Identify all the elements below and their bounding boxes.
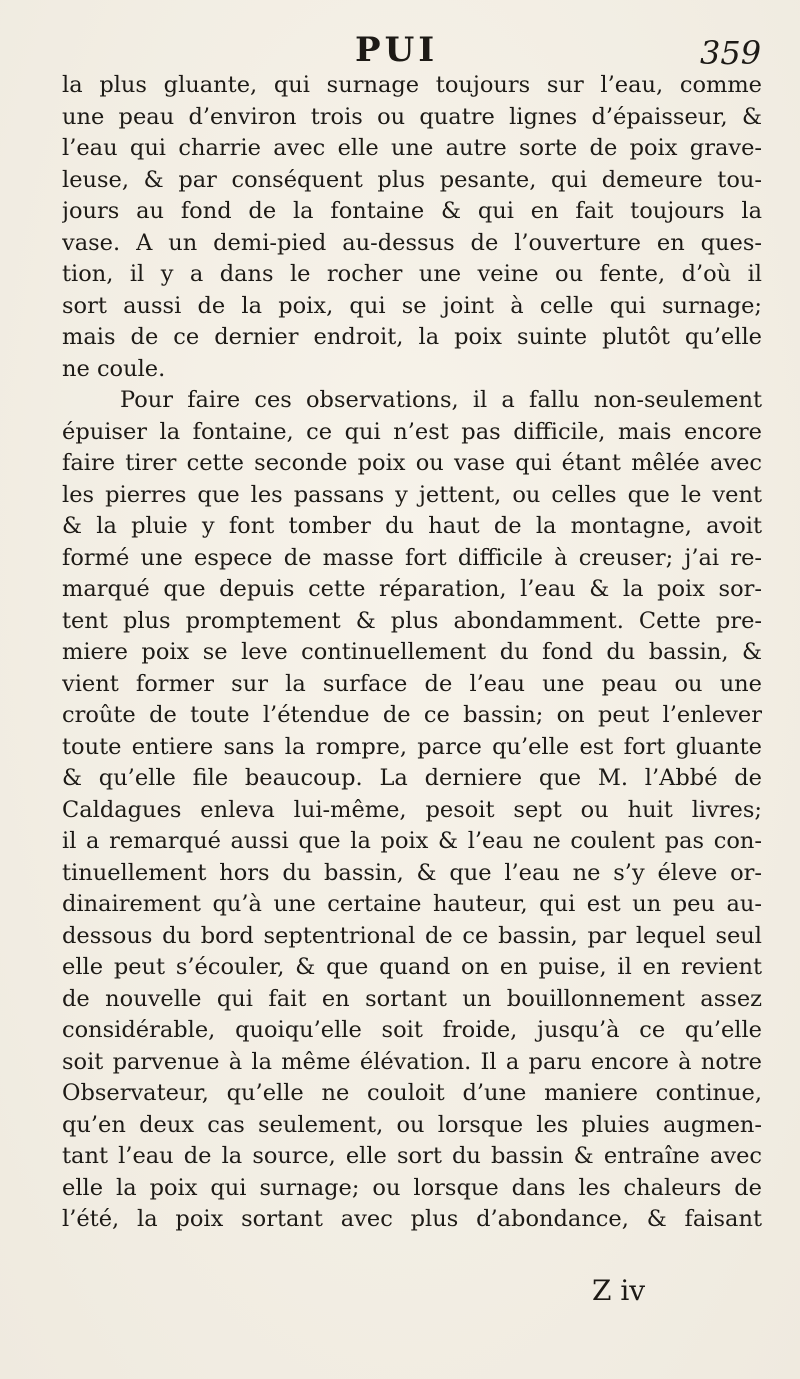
text-line: il a remarqué aussi que la poix & l’eau ne coulent pas con-: [62, 828, 762, 854]
text-line: mais de ce dernier endroit, la poix suinte plutôt qu’elle: [62, 324, 762, 350]
text-line: leuse, & par conséquent plus pesante, qui demeure tou-: [62, 166, 762, 193]
running-head-title: PUI: [355, 30, 439, 70]
text-line: de nouvelle qui fait en sortant un bouillonnement assez: [62, 985, 762, 1012]
text-line: miere poix se leve continuellement du fond du bassin, &: [62, 639, 762, 665]
text-line: & la pluie y font tomber du haut de la montagne, avoit: [62, 513, 762, 539]
signature-mark: Z iv: [592, 1274, 646, 1307]
paragraph: [62, 385, 762, 1236]
text-line: la plus gluante, qui surnage toujours sur l’eau, comme: [62, 72, 762, 98]
text-line: les pierres que les passans y jettent, ou celles que le vent: [62, 481, 762, 508]
text-line: tent plus promptement & plus abondamment. Cette pre-: [62, 607, 762, 634]
text-line: vient former sur la surface de l’eau une peau ou une: [62, 670, 762, 697]
text-line: une peau d’environ trois ou quatre lignes d’épaisseur, &: [62, 103, 762, 130]
text-line: Pour faire ces observations, il a fallu non-seulement: [120, 387, 762, 413]
text-line: formé une espece de masse fort difficile à creuser; j’ai re-: [62, 544, 762, 571]
page-number: 359: [700, 34, 762, 72]
text-line: tion, il y a dans le rocher une veine ou fente, d’où il: [62, 261, 762, 287]
text-line: considérable, quoiqu’elle soit froide, jusqu’à ce qu’elle: [62, 1017, 762, 1043]
text-line: elle peut s’écouler, & que quand on en puise, il en revient: [62, 954, 762, 980]
text-line: dinairement qu’à une certaine hauteur, qui est un peu au-: [62, 891, 762, 917]
text-line: jours au fond de la fontaine & qui en fait toujours la: [62, 198, 762, 224]
text-line: Caldagues enleva lui-même, pesoit sept ou huit livres;: [62, 796, 762, 823]
text-line: marqué que depuis cette réparation, l’eau & la poix sor-: [62, 576, 762, 602]
text-line: épuiser la fontaine, ce qui n’est pas difficile, mais encore: [62, 418, 762, 445]
text-line: qu’en deux cas seulement, ou lorsque les pluies augmen-: [62, 1111, 762, 1138]
text-line: dessous du bord septentrional de ce bassin, par lequel seul: [62, 922, 762, 949]
text-line: toute entiere sans la rompre, parce qu’elle est fort gluante: [62, 733, 762, 760]
text-line: vase. A un demi-pied au-dessus de l’ouverture en ques-: [62, 229, 762, 256]
text-line: croûte de toute l’étendue de ce bassin; on peut l’enlever: [62, 702, 762, 728]
text-line: l’eau qui charrie avec elle une autre sorte de poix grave-: [62, 135, 762, 161]
text-line: soit parvenue à la même élévation. Il a paru encore à notre: [62, 1048, 762, 1075]
text-line: l’été, la poix sortant avec plus d’abondance, & faisant: [62, 1206, 762, 1232]
text-line: ne coule.: [62, 355, 166, 382]
body-text: [62, 70, 762, 1236]
text-line: & qu’elle file beaucoup. La derniere que M. l’Abbé de: [62, 765, 762, 791]
text-line: elle la poix qui surnage; ou lorsque dans les chaleurs de: [62, 1174, 762, 1201]
text-line: sort aussi de la poix, qui se joint à celle qui surnage;: [62, 292, 762, 319]
text-line: tinuellement hors du bassin, & que l’eau ne s’y éleve or-: [62, 859, 762, 886]
text-line: tant l’eau de la source, elle sort du bassin & entraîne avec: [62, 1143, 762, 1169]
text-line: faire tirer cette seconde poix ou vase qui étant mêlée avec: [62, 450, 762, 476]
paragraph: [62, 70, 762, 385]
text-line: Observateur, qu’elle ne couloit d’une maniere continue,: [62, 1080, 762, 1106]
